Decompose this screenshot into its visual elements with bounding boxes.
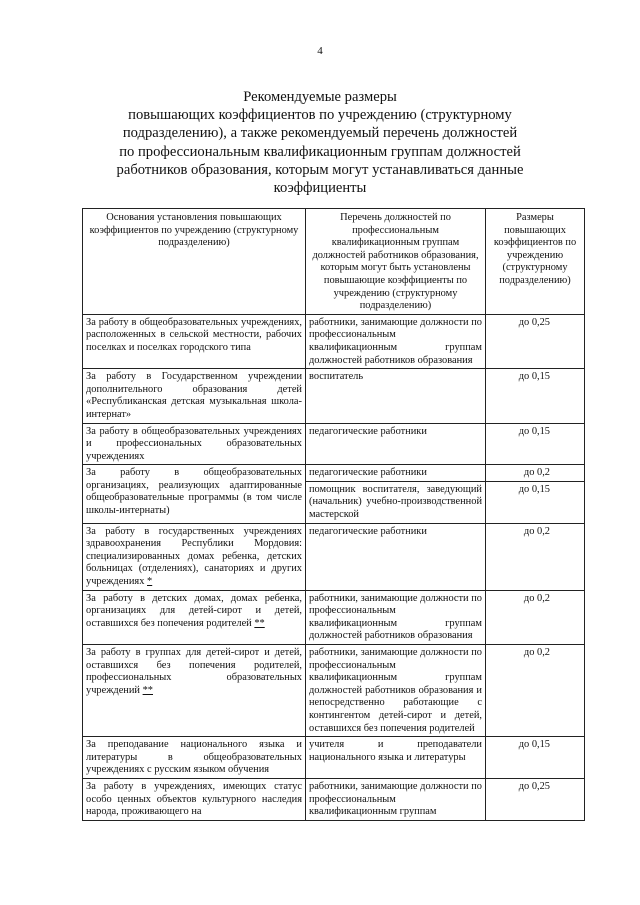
- positions-cell: [306, 737, 486, 779]
- position-entry: педагогические работники: [309, 467, 427, 479]
- table-row: [83, 778, 585, 820]
- title-line: повышающих коэффициентов по учреждению (структурному: [128, 107, 512, 124]
- positions-cell: [306, 590, 486, 644]
- position-entry: учителя и преподаватели национального языка и литературы: [309, 739, 482, 763]
- position-entry: педагогические работники: [309, 425, 427, 437]
- positions-cell: [306, 523, 486, 590]
- basis-cell: [83, 314, 306, 368]
- table-row: [83, 423, 585, 465]
- header-sizes: Размеры повышающих коэффициентов по учреждению (структурному подразделению): [486, 209, 585, 315]
- document-title: [100, 88, 540, 197]
- size-entry: до 0,25: [518, 780, 550, 792]
- position-entry: работники, занимающие должности по профессиональным квалификационным группам: [309, 780, 482, 818]
- basis-text: За преподавание национального языка и литературы в общеобразовательных учреждениях с русским языком обучения: [86, 739, 302, 776]
- title-line: коэффициенты: [273, 180, 367, 197]
- table-row: [83, 737, 585, 779]
- basis-text: За работу в группах для детей-сирот и детей, оставшихся без попечения родителей, профессиональных образовательных учреждений: [86, 647, 302, 696]
- basis-cell: [83, 465, 306, 523]
- size-cell: [486, 778, 585, 820]
- basis-text: За работу в общеобразовательных учреждениях, расположенных в сельской местности, рабочих поселках и поселках городского типа: [86, 316, 302, 353]
- footnote-mark: **: [254, 617, 265, 629]
- size-entry: до 0,15: [518, 425, 550, 437]
- title-line: работников образования, которым могут устанавливаться данные: [116, 161, 524, 178]
- basis-text: За работу в государственных учреждениях здравоохранения Республики Мордовия: специализированных домах ребенка, детских больницах (отделениях), санаториях и других учреждениях: [86, 525, 302, 588]
- size-cell: [486, 314, 585, 368]
- position-entry: работники, занимающие должности по профессиональным квалификационным группам должностей работников образования: [309, 592, 482, 642]
- basis-cell: [83, 645, 306, 737]
- positions-cell: [306, 778, 486, 820]
- basis-text: За работу в общеобразовательных организациях, реализующих адаптированные общеобразовательные программы (в том числе школы-интернаты): [86, 467, 302, 517]
- header-basis: Основания установления повышающих коэффициентов по учреждению (структурному подразделению): [83, 209, 306, 315]
- positions-cell: [306, 314, 486, 368]
- basis-cell: [83, 423, 306, 465]
- size-entry: до 0,2: [523, 647, 550, 658]
- basis-cell: [83, 778, 306, 820]
- positions-cell: [306, 645, 486, 737]
- table-body: [83, 314, 585, 820]
- size-entry: до 0,15: [518, 371, 550, 383]
- size-entry: до 0,15: [486, 481, 584, 498]
- table-row: [83, 645, 585, 737]
- basis-text: За работу в Государственном учреждении дополнительного образования детей «Республиканская детская музыкальная школа-интернат»: [86, 371, 302, 420]
- size-cell: [486, 465, 585, 523]
- table-row: [83, 590, 585, 644]
- basis-cell: [83, 737, 306, 779]
- coefficients-table: [82, 208, 585, 821]
- positions-cell: [306, 423, 486, 465]
- title-line: Рекомендуемые размеры: [243, 89, 397, 105]
- basis-text: За работу в учреждениях, имеющих статус особо ценных объектов культурного наследия народа, проживающего на: [86, 780, 302, 818]
- basis-text: За работу в детских домах, домах ребенка, организациях для детей-сирот и детей, оставшихся без попечения родителей: [86, 592, 302, 629]
- position-entry: помощник воспитателя, заведующий (начальник) учебно-производственной мастерской: [306, 481, 485, 523]
- title-line: подразделению), а также рекомендуемый перечень должностей: [122, 125, 518, 142]
- table-row: [83, 314, 585, 368]
- page-number: 4: [317, 45, 323, 57]
- size-cell: [486, 590, 585, 644]
- size-cell: [486, 369, 585, 423]
- size-entry: до 0,2: [523, 525, 550, 537]
- size-cell: [486, 645, 585, 737]
- footnote-mark: *: [147, 576, 153, 588]
- size-entry: до 0,15: [518, 739, 550, 751]
- table-header-row: [83, 209, 585, 315]
- basis-text: За работу в общеобразовательных учреждениях и профессиональных образовательных учреждениях: [86, 425, 302, 462]
- table-row: [83, 465, 585, 523]
- size-cell: [486, 423, 585, 465]
- size-cell: [486, 523, 585, 590]
- positions-cell: [306, 465, 486, 523]
- position-entry: работники, занимающие должности по профессиональным квалификационным группам должностей работников образования и непосредственно работающие с контингентом детей-сирот и детей, оставшихся без попечения родителей: [309, 647, 482, 734]
- basis-cell: [83, 590, 306, 644]
- header-positions: Перечень должностей по профессиональным квалификационным группам должностей работников образования, которым могут быть установлены повышающие коэффициенты по учреждению (структурному подразделению): [306, 209, 486, 315]
- size-entry: до 0,2: [523, 592, 550, 604]
- table-row: [83, 369, 585, 423]
- basis-cell: [83, 523, 306, 590]
- size-cell: [486, 737, 585, 779]
- table-row: [83, 523, 585, 590]
- position-entry: работники, занимающие должности по профессиональным квалификационным группам должностей работников образования: [309, 316, 482, 366]
- basis-cell: [83, 369, 306, 423]
- footnote-mark: **: [142, 684, 153, 696]
- title-line: по профессиональным квалификационным группам должностей: [119, 143, 521, 160]
- position-entry: педагогические работники: [309, 525, 427, 537]
- size-entry: до 0,2: [523, 467, 550, 479]
- positions-cell: [306, 369, 486, 423]
- size-entry: до 0,25: [518, 316, 550, 328]
- position-entry: воспитатель: [309, 371, 364, 383]
